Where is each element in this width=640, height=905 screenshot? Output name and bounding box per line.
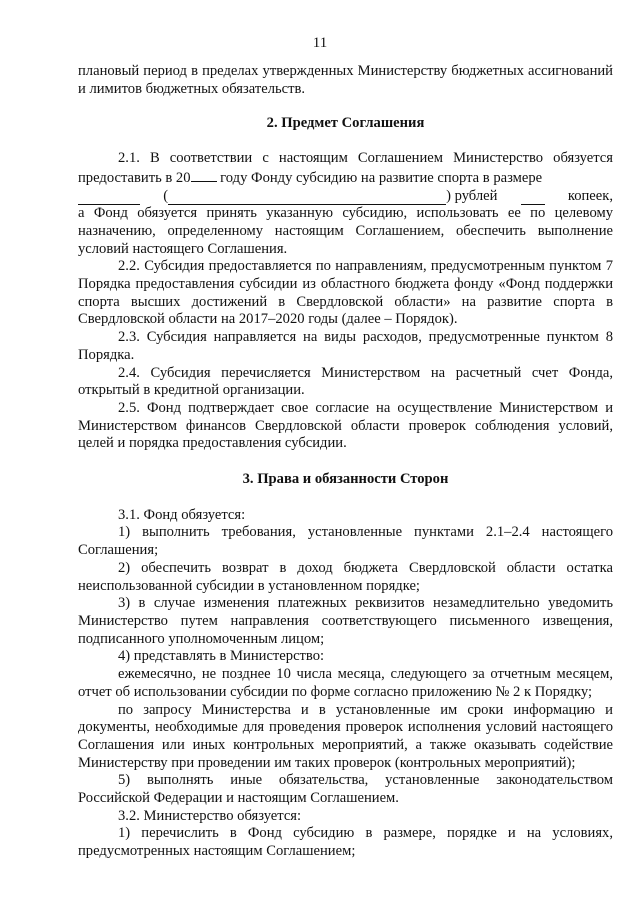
paragraph-3-1-item-4-on-request: по запросу Министерства и в установленные им сроки информацию и документы, необходимые для проведения проверок исполнения условий настоящего Соглашения или иных контрольных мероприятий, а также оказывать содействие Министерству при проведении им таких проверок (контрольных мероприятий); [78,701,613,771]
paragraph-2-3: 2.3. Субсидия направляется на виды расходов, предусмотренные пунктом 8 Порядка. [78,329,613,363]
kopecks-blank [521,191,545,205]
paragraph-2-1-text-b: году Фонду субсидию на развитие спорта в размере [220,169,543,186]
document-body [78,63,613,861]
paragraph-2-5: 2.5. Фонд подтверждает свое согласие на осуществление Министерством и Министерством финансов Свердловской области проверок соблюдения условий, целей и порядка предоставления субсидии. [78,399,613,452]
amount-rubles-label: ) рублей [446,187,498,204]
paragraph-2-1 [78,150,613,258]
continuation-paragraph: плановый период в пределах утвержденных Министерству бюджетных ассигнований и лимитов бюджетных обязательств. [78,63,613,97]
section-3-heading: 3. Права и обязанности Сторон [242,471,449,488]
page-number: 11 [312,35,328,51]
amount-line [78,188,613,206]
paragraph-3-1-item-2: 2) обеспечить возврат в доход бюджета Свердловской области остатка неиспользованной субсидии в установленном порядке; [78,559,613,594]
paragraph-3-2-item-1: 1) перечислить в Фонд субсидию в размере, порядке и на условиях, предусмотренных настоящим Соглашением; [78,825,613,860]
section-2-heading: 2. Предмет Соглашения [266,115,425,132]
paragraph-2-1-text-a: 2.1. В соответствии с настоящим Соглашением Министерство обязуется предоставить в 20 [78,150,613,186]
paragraph-3-1-item-4-monthly: ежемесячно, не позднее 10 числа месяца, следующего за отчетным месяцем, отчет об использовании субсидии по форме согласно приложению № 2 к Порядку; [78,666,613,700]
paragraph-2-4: 2.4. Субсидия перечисляется Министерством на расчетный счет Фонда, открытый в кредитной организации. [78,364,613,399]
amount-kopecks-label: копеек, [567,187,613,204]
paragraph-3-1-item-3: 3) в случае изменения платежных реквизитов незамедлительно уведомить Министерство путем направления соответствующего письменного извещения, подписанного уполномоченным лицом; [78,595,613,647]
paragraph-2-1-text-c: а Фонд обязуется принять указанную субсидию, использовать ее по целевому назначению, определенному настоящим Соглашением, обеспечить выполнение условий настоящего Соглашения. [78,205,613,257]
paragraph-3-1-item-5: 5) выполнять иные обязательства, установленные законодательством Российской Федерации и настоящим Соглашением. [78,772,613,807]
amount-open-paren: ( [163,187,169,204]
paragraph-3-1-item-4: 4) представлять в Министерство: [118,648,325,665]
paragraph-2-2: 2.2. Субсидия предоставляется по направлениям, предусмотренным пунктом 7 Порядка предоставления субсидии из областного бюджета фонду «Фонд поддержки спорта высших достижений в Свердловской области» на развитие спорта в Свердловской области на 2017–2020 годы (далее – Порядок). [78,258,613,328]
paragraph-3-1: 3.1. Фонд обязуется: [118,506,246,523]
year-blank [191,168,217,182]
amount-digits-blank [78,191,140,205]
amount-words-blank [168,191,446,205]
paragraph-3-2: 3.2. Министерство обязуется: [118,807,302,824]
paragraph-3-1-item-1: 1) выполнить требования, установленные пунктами 2.1–2.4 настоящего Соглашения; [78,524,613,559]
